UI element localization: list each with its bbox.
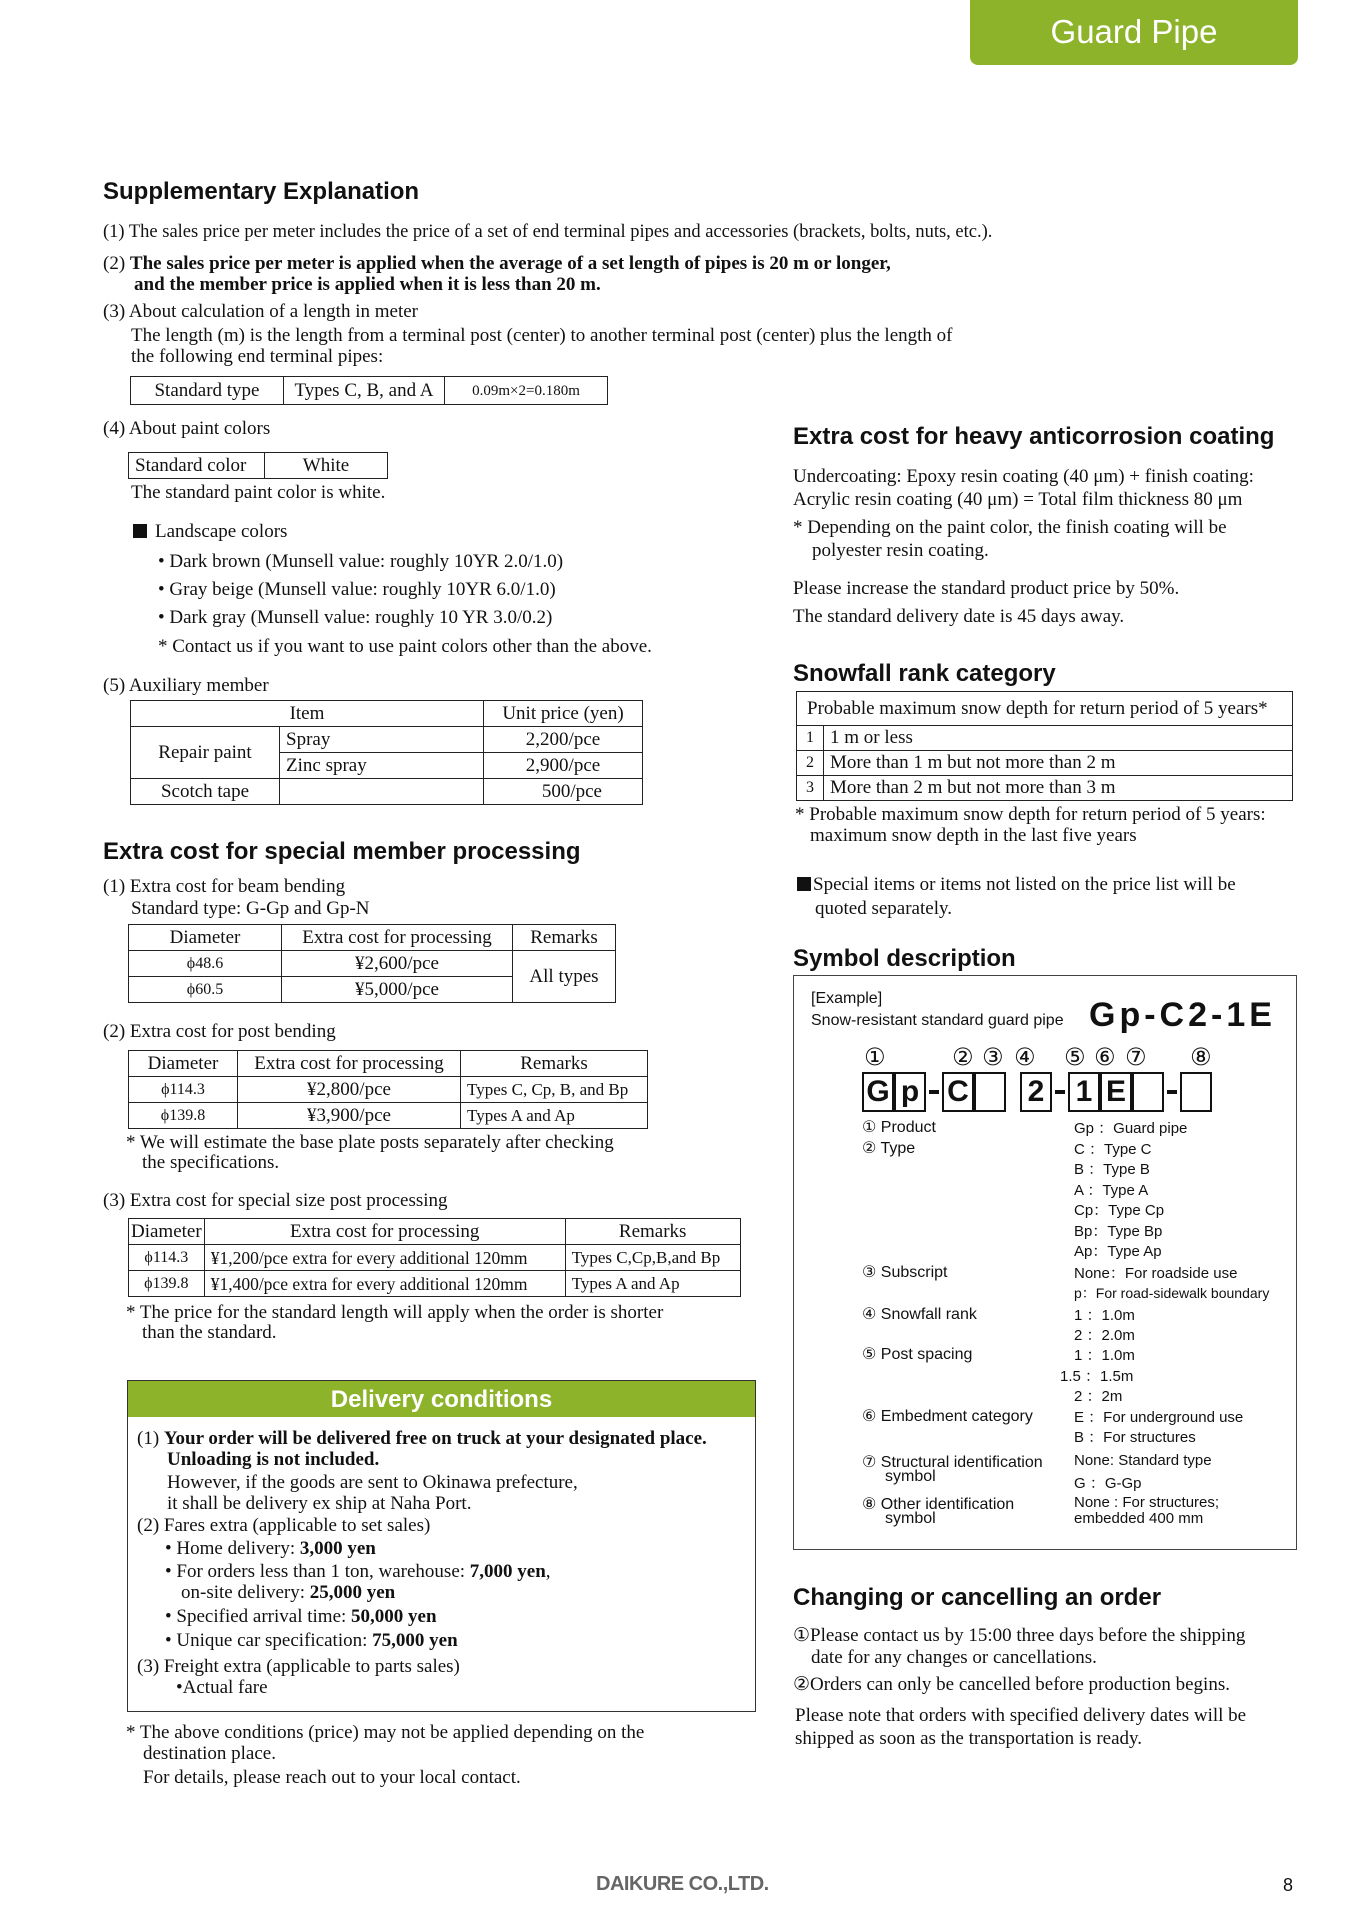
marker-1: ① (864, 1043, 886, 1071)
delivery-l2e: • Unique car specification: 75,000 yen (165, 1630, 458, 1651)
aux-table (130, 700, 643, 805)
symbol-value: None：For roadside use (1074, 1265, 1238, 1282)
marker-5: ⑤ (1064, 1043, 1086, 1071)
table-cell: 2,900/pce (484, 753, 643, 779)
symbol-value: A ：Type A (1074, 1182, 1149, 1199)
coating-title: Extra cost for heavy anticorrosion coating (793, 423, 1275, 450)
marker-7: ⑦ (1125, 1043, 1147, 1071)
table-cell: Repair paint (131, 727, 280, 779)
supp-p3b: the following end terminal pipes: (131, 346, 384, 367)
supp-p3a: The length (m) is the length from a terminal post (center) to another terminal post (center) plus the length of (131, 325, 953, 346)
symbol-value: Ap：Type Ap (1074, 1243, 1162, 1260)
square-bullet-icon (133, 524, 147, 538)
coating-line: polyester resin coating. (812, 540, 989, 561)
special-s3-note: * The price for the standard length will apply when the order is shorter (126, 1302, 664, 1323)
special-items-note: Special items or items not listed on the price list will be (797, 874, 1236, 896)
table-cell: ϕ114.3 (129, 1245, 205, 1271)
table-cell: ϕ48.6 (129, 951, 282, 977)
table-header: Extra cost for processing (282, 925, 513, 951)
snow-note: * Probable maximum snow depth for return period of 5 years: (795, 804, 1266, 825)
special-items-note: quoted separately. (815, 898, 952, 919)
special-s2-note: the specifications. (142, 1152, 280, 1173)
special-s2-note: * We will estimate the base plate posts separately after checking (126, 1132, 614, 1153)
code-box (1132, 1072, 1164, 1112)
coating-line: Undercoating: Epoxy resin coating (40 μm) + finish coating: (793, 466, 1254, 487)
symbol-label: ⑦ Structural identification (862, 1454, 1043, 1471)
delivery-l2b: • For orders less than 1 ton, warehouse: 7,000 yen, (165, 1561, 551, 1582)
table-cell: 2 (797, 751, 824, 776)
table-cell: Types C, B, and A (284, 377, 445, 405)
marker-6: ⑥ (1094, 1043, 1116, 1071)
table-cell: Standard type (131, 377, 284, 405)
change-line: shipped as soon as the transportation is ready. (795, 1728, 1143, 1749)
special-title: Extra cost for special member processing (103, 838, 581, 865)
coating-line: Please increase the standard product price by 50%. (793, 578, 1180, 599)
table-cell: 2,200/pce (484, 727, 643, 753)
code-box: 2 (1020, 1072, 1052, 1112)
symbol-value: p：For road-sidewalk boundary (1074, 1285, 1270, 1301)
symbol-label: ③ Subscript (862, 1264, 948, 1281)
table-header: Extra cost for processing (238, 1051, 461, 1077)
code-box: C (942, 1072, 974, 1112)
delivery-l1c: Unloading is not included. (167, 1449, 380, 1470)
symbol-value: B ：Type B (1074, 1161, 1150, 1178)
table-cell: Scotch tape (131, 779, 280, 805)
table-cell (280, 779, 484, 805)
symbol-value: C ：Type C (1074, 1141, 1152, 1158)
supp-p3: (3) About calculation of a length in meter (103, 301, 418, 322)
special-s3: (3) Extra cost for special size post processing (103, 1190, 448, 1211)
table-cell: Types A and Ap (565, 1271, 740, 1297)
delivery-l3a: •Actual fare (176, 1677, 268, 1698)
code-box (974, 1072, 1006, 1112)
table-cell: ¥1,400/pce extra for every additional 120mm (204, 1271, 565, 1297)
delivery-note: destination place. (143, 1743, 276, 1764)
symbol-value: 1 ：1.0m (1074, 1307, 1135, 1324)
table-cell: More than 2 m but not more than 3 m (824, 776, 1293, 801)
symbol-value: 2 ：2m (1074, 1388, 1123, 1405)
color-note: * Contact us if you want to use paint colors other than the above. (158, 636, 652, 657)
table-cell: ¥1,200/pce extra for every additional 120mm (204, 1245, 565, 1271)
marker-4: ④ (1014, 1043, 1036, 1071)
special-size-table (128, 1218, 741, 1297)
table-header: Remarks (513, 925, 616, 951)
delivery-l1e: it shall be delivery ex ship at Naha Port. (167, 1493, 472, 1514)
coating-line: Acrylic resin coating (40 μm) = Total film thickness 80 μm (793, 489, 1243, 510)
beam-bending-table (128, 924, 616, 1003)
supp-p4a: The standard paint color is white. (131, 482, 386, 503)
symbol-value: None: Standard type (1074, 1452, 1212, 1469)
supp-title: Supplementary Explanation (103, 178, 420, 205)
delivery-l2a: • Home delivery: 3,000 yen (165, 1538, 376, 1559)
marker-2: ② (952, 1043, 974, 1071)
symbol-value: B ：For structures (1074, 1429, 1196, 1446)
post-bending-table (128, 1050, 648, 1129)
marker-3: ③ (982, 1043, 1004, 1071)
change-line: ①Please contact us by 15:00 three days before the shipping (793, 1625, 1246, 1646)
color-item: • Gray beige (Munsell value: roughly 10YR 6.0/1.0) (158, 579, 556, 600)
symbol-value: 1 ：1.0m (1074, 1347, 1135, 1364)
symbol-label: ⑤ Post spacing (862, 1346, 973, 1363)
table-cell: ϕ114.3 (129, 1077, 238, 1103)
table-cell: ¥2,600/pce (282, 951, 513, 977)
table-cell: ¥3,900/pce (238, 1103, 461, 1129)
delivery-l1d: However, if the goods are sent to Okinawa prefecture, (167, 1472, 578, 1493)
symbol-label: ⑧ Other identification (862, 1496, 1015, 1513)
color-table (128, 452, 388, 479)
symbol-label: ⑥ Embedment category (862, 1408, 1033, 1425)
symbol-label: ④ Snowfall rank (862, 1306, 977, 1323)
example-text: Snow-resistant standard guard pipe (811, 1012, 1064, 1029)
delivery-note: * The above conditions (price) may not be applied depending on the (126, 1722, 645, 1743)
table-header: Item (131, 701, 484, 727)
snow-title: Snowfall rank category (793, 660, 1056, 687)
supp-p2b: and the member price is applied when it is less than 20 m. (134, 274, 601, 295)
supp-p1: (1) The sales price per meter includes the price of a set of end terminal pipes and accessories (brackets, bolts, nuts, etc.). (103, 222, 993, 242)
table-cell: Types C,Cp,B,and Bp (565, 1245, 740, 1271)
change-line: Please note that orders with specified delivery dates will be (795, 1705, 1247, 1726)
table-cell: Standard color (129, 453, 265, 479)
table-header: Remarks (461, 1051, 648, 1077)
snow-table (796, 691, 1293, 801)
delivery-l2c: on-site delivery: 25,000 yen (181, 1582, 396, 1603)
coating-line: The standard delivery date is 45 days away. (793, 606, 1125, 627)
supp-p5: (5) Auxiliary member (103, 675, 269, 696)
special-s1: (1) Extra cost for beam bending (103, 876, 346, 897)
code-box: 1 (1068, 1072, 1100, 1112)
snow-note: maximum snow depth in the last five years (810, 825, 1137, 846)
table-cell: 3 (797, 776, 824, 801)
example-label: [Example] (811, 990, 883, 1007)
delivery-l2d: • Specified arrival time: 50,000 yen (165, 1606, 437, 1627)
coating-line: * Depending on the paint color, the finish coating will be (793, 517, 1227, 538)
landscape-heading: Landscape colors (133, 521, 287, 543)
example-code: Gp-C2-1E (1089, 996, 1276, 1034)
code-boxes (862, 1072, 1212, 1112)
color-item: • Dark brown (Munsell value: roughly 10YR 2.0/1.0) (158, 551, 564, 572)
delivery-l1: (1) Your order will be delivered free on truck at your designated place. (137, 1428, 707, 1449)
table-header: Diameter (129, 1219, 205, 1245)
table-cell: ¥5,000/pce (282, 977, 513, 1003)
table-cell: White (265, 453, 388, 479)
change-line: ②Orders can only be cancelled before production begins. (793, 1674, 1230, 1695)
code-box: p (894, 1072, 926, 1112)
color-item: • Dark gray (Munsell value: roughly 10 YR 3.0/0.2) (158, 607, 553, 628)
symbol-value: None : For structures; (1074, 1494, 1220, 1511)
delivery-l3: (3) Freight extra (applicable to parts sales) (137, 1656, 460, 1677)
symbol-value: embedded 400 mm (1074, 1510, 1204, 1527)
symbol-value: Gp ：Guard pipe (1074, 1120, 1188, 1137)
table-cell: 500/pce (484, 779, 643, 805)
square-bullet-icon (797, 877, 811, 891)
symbol-label: ② Type (862, 1140, 916, 1157)
table-cell: ϕ60.5 (129, 977, 282, 1003)
special-s3-note: than the standard. (142, 1322, 277, 1343)
delivery-l2: (2) Fares extra (applicable to set sales) (137, 1515, 431, 1536)
table-cell: Types C, Cp, B, and Bp (461, 1077, 648, 1103)
table-header: Remarks (565, 1219, 740, 1245)
table-header: Diameter (129, 925, 282, 951)
symbol-box (793, 975, 1297, 1550)
symbol-label: symbol (885, 1510, 936, 1527)
table-cell: All types (513, 951, 616, 1003)
table-cell: ϕ139.8 (129, 1103, 238, 1129)
dash-separator (1167, 1090, 1177, 1094)
symbol-label: symbol (885, 1468, 936, 1485)
symbol-value: E ：For underground use (1074, 1409, 1244, 1426)
symbol-value: G ：G-Gp (1074, 1475, 1142, 1492)
symbol-value: 1.5 ：1.5m (1060, 1368, 1134, 1385)
table-header: Extra cost for processing (204, 1219, 565, 1245)
special-s2: (2) Extra cost for post bending (103, 1021, 336, 1042)
symbol-value: 2 ：2.0m (1074, 1327, 1135, 1344)
table-cell: More than 1 m but not more than 2 m (824, 751, 1293, 776)
symbol-value: Bp：Type Bp (1074, 1223, 1163, 1240)
code-box: G (862, 1072, 894, 1112)
dash-separator (929, 1090, 939, 1094)
code-box: E (1100, 1072, 1132, 1112)
table-header: Diameter (129, 1051, 238, 1077)
table-cell: ¥2,800/pce (238, 1077, 461, 1103)
table-cell: Zinc spray (280, 753, 484, 779)
change-line: date for any changes or cancellations. (811, 1647, 1097, 1668)
table-header: Probable maximum snow depth for return period of 5 years* (797, 692, 1293, 726)
special-s1a: Standard type: G-Gp and Gp-N (131, 898, 370, 919)
table-cell: Types A and Ap (461, 1103, 648, 1129)
page-number: 8 (1283, 1875, 1294, 1895)
company-logo: DAIKURE CO.,LTD. (596, 1873, 769, 1895)
symbol-value: Cp：Type Cp (1074, 1202, 1165, 1219)
table-cell: Spray (280, 727, 484, 753)
table-cell: 1 (797, 726, 824, 751)
delivery-note: For details, please reach out to your local contact. (143, 1767, 521, 1788)
code-box (1180, 1072, 1212, 1112)
table-cell: 1 m or less (824, 726, 1293, 751)
symbol-title: Symbol description (793, 945, 1016, 972)
standard-type-table (130, 376, 608, 405)
table-cell: ϕ139.8 (129, 1271, 205, 1297)
section-tab: Guard Pipe (970, 0, 1298, 65)
marker-8: ⑧ (1190, 1043, 1212, 1071)
supp-p4: (4) About paint colors (103, 418, 271, 439)
symbol-label: ① Product (862, 1119, 936, 1136)
table-cell: 0.09m×2=0.180m (445, 377, 608, 405)
change-title: Changing or cancelling an order (793, 1584, 1162, 1611)
dash-separator (1055, 1090, 1065, 1094)
table-header: Unit price (yen) (484, 701, 643, 727)
supp-p2a: (2) The sales price per meter is applied when the average of a set length of pipes is 20 m or longer, (103, 253, 891, 274)
delivery-title: Delivery conditions (128, 1381, 755, 1417)
